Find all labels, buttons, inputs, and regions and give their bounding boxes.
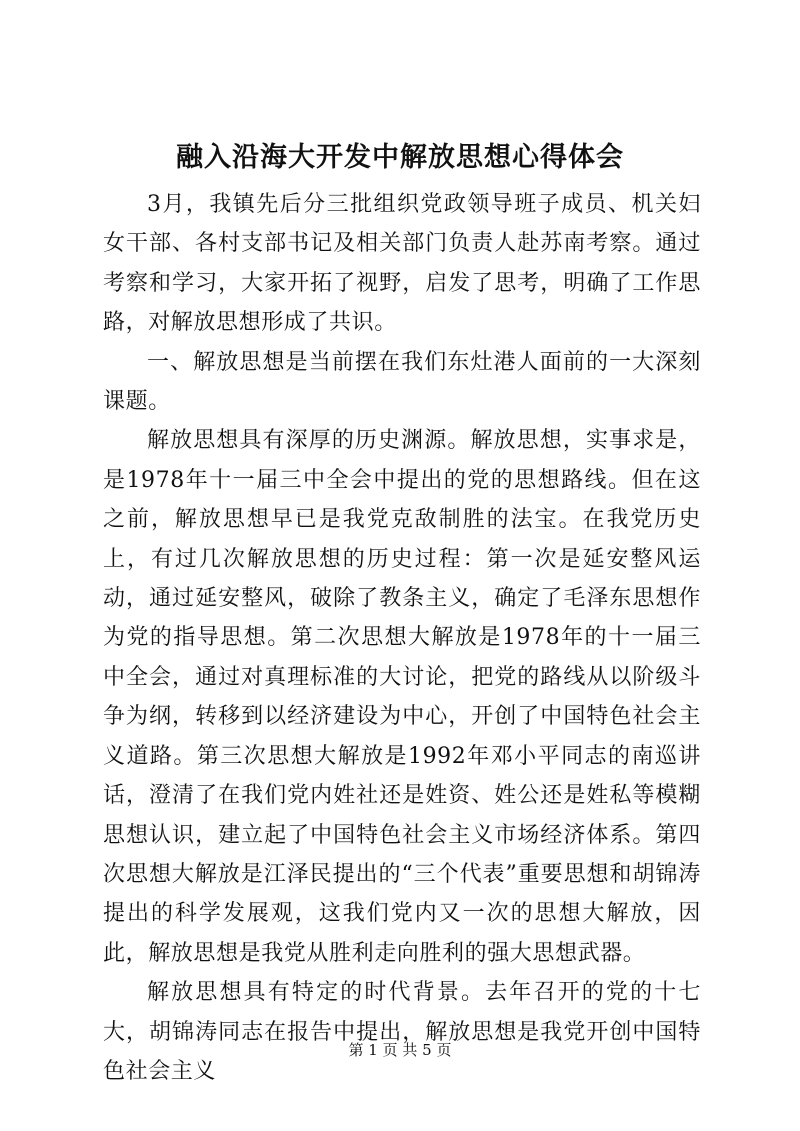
paragraph-section-heading: 一、解放思想是当前摆在我们东灶港人面前的一大深刻课题。 (103, 349, 701, 415)
paragraph-history: 解放思想具有深厚的历史渊源。解放思想，实事求是，是1978年十一届三中全会中提出的党的思想路线。但在这之前，解放思想早已是我党克敌制胜的法宝。在我党历史上，有过几次解放思想的历史过程：第一次是延安整风运动，通过延安整风，破除了教条主义，确定了毛泽东思想作为党的指导思想。第二次思想大解放是1978年的十一届三中全会，通过对真理标准的大讨论，把党的路线从以阶级斗争为纲，转移到以经济建设为中心，开创了中国特色社会主义道路。第三次思想大解放是1992年邓小平同志的南巡讲话，澄清了在我们党内姓社还是姓资、姓公还是姓私等模糊思想认识，建立起了中国特色社会主义市场经济体系。第四次思想大解放是江泽民提出的“三个代表”重要思想和胡锦涛提出的科学发展观，这我们党内又一次的思想大解放，因此，解放思想是我党从胜利走向胜利的强大思想武器。 (103, 428, 701, 966)
page-footer: 第 1 页 共 5 页 (348, 1041, 452, 1059)
paragraph-background: 解放思想具有特定的时代背景。去年召开的党的十七大，胡锦涛同志在报告中提出，解放思想是我党开创中国特色社会主义 (103, 980, 701, 1084)
document-title: 融入沿海大开发中解放思想心得体会 (176, 142, 624, 173)
document-body (103, 185, 701, 1091)
paragraph-intro: 3月，我镇先后分三批组织党政领导班子成员、机关妇女干部、各村支部书记及相关部门负责人赴苏南考察。通过考察和学习，大家开拓了视野，启发了思考，明确了工作思路，对解放思想形成了共识。 (103, 192, 701, 336)
